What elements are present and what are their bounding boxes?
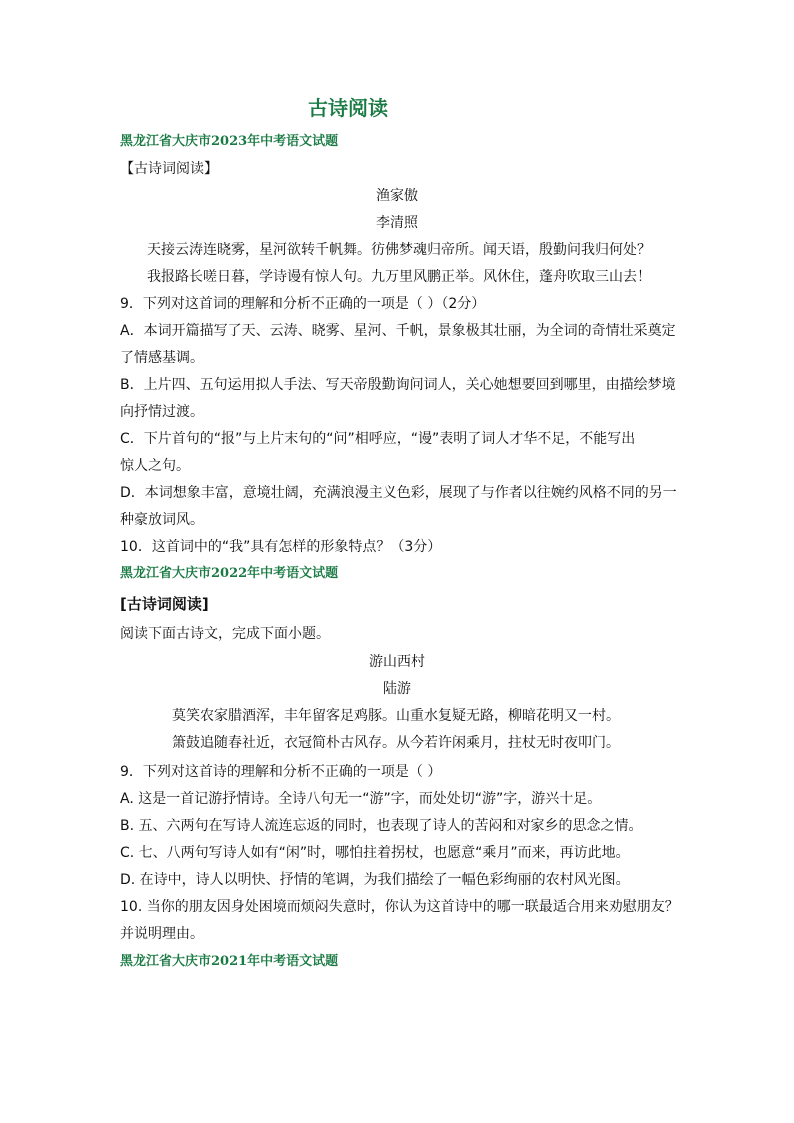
poem-line: 莫笑农家腊酒浑，丰年留客足鸡豚。山重水复疑无路，柳暗花明又一村。	[172, 708, 620, 724]
option-d: D. 在诗中，诗人以明快、抒情的笔调，为我们描绘了一幅色彩绚丽的农村风光图。	[120, 872, 630, 888]
option-d-cont: 种豪放词风。	[120, 512, 204, 528]
question-9: 9．下列对这首词的理解和分析不正确的一项是（ ）（2分）	[120, 296, 486, 312]
section-source: 黑龙江省大庆市2021年中考语文试题	[120, 954, 339, 969]
section-source: 黑龙江省大庆市2023年中考语文试题	[120, 134, 339, 149]
poem-title: 渔家傲	[376, 188, 418, 204]
option-a: A．本词开篇描写了天、云涛、晓雾、星河、千帆，景象极其壮丽，为全词的奇情壮采奠定	[120, 323, 676, 339]
poem-line: 箫鼓追随春社近，衣冠简朴古风存。从今若许闲乘月，拄杖无时夜叩门。	[172, 735, 620, 751]
document-title: 古诗阅读	[308, 96, 388, 120]
section-source: 黑龙江省大庆市2022年中考语文试题	[120, 566, 339, 581]
question-10: 10．这首词中的“我”具有怎样的形象特点？（3分）	[120, 539, 442, 555]
option-c: C. 七、八两句写诗人如有“闲”时，哪怕拄着拐杖，也愿意“乘月”而来，再访此地。	[120, 845, 630, 861]
poem-author: 陆游	[383, 681, 411, 697]
option-b-cont: 向抒情过渡。	[120, 404, 204, 420]
question-9: 9．下列对这首诗的理解和分析不正确的一项是（ ）	[120, 764, 442, 780]
poem-line: 我报路长嗟日暮，学诗谩有惊人句。九万里风鹏正举。风休住，蓬舟吹取三山去！	[147, 269, 651, 285]
option-b: B．上片四、五句运用拟人手法、写天帝殷勤询问词人，关心她想要回到哪里，由描绘梦境	[120, 377, 676, 393]
section-heading: 【古诗词阅读】	[120, 161, 218, 177]
option-c-cont: 惊人之句。	[120, 458, 190, 474]
poem-author: 李清照	[376, 215, 418, 231]
option-c: C．下片首句的“报”与上片末句的“问”相呼应，“谩”表明了词人才华不足，不能写出	[120, 431, 636, 447]
question-10-cont: 并说明理由。	[120, 926, 204, 942]
option-d: D．本词想象丰富，意境壮阔，充满浪漫主义色彩，展现了与作者以往婉约风格不同的另一	[120, 485, 677, 501]
option-a: A. 这是一首记游抒情诗。全诗八句无一“游”字，而处处切“游”字，游兴十足。	[120, 791, 602, 807]
option-a-cont: 了情感基调。	[120, 350, 204, 366]
option-b: B. 五、六两句在写诗人流连忘返的同时，也表现了诗人的苦闷和对家乡的思念之情。	[120, 818, 643, 834]
question-10: 10. 当你的朋友因身处困境而烦闷失意时，你认为这首诗中的哪一联最适合用来劝慰朋友？	[120, 899, 679, 915]
instruction: 阅读下面古诗文，完成下面小题。	[120, 626, 330, 642]
poem-title: 游山西村	[369, 654, 425, 670]
section-heading: [古诗词阅读]	[120, 595, 209, 613]
poem-line: 天接云涛连晓雾，星河欲转千帆舞。彷佛梦魂归帝所。闻天语，殷勤问我归何处？	[147, 242, 651, 258]
